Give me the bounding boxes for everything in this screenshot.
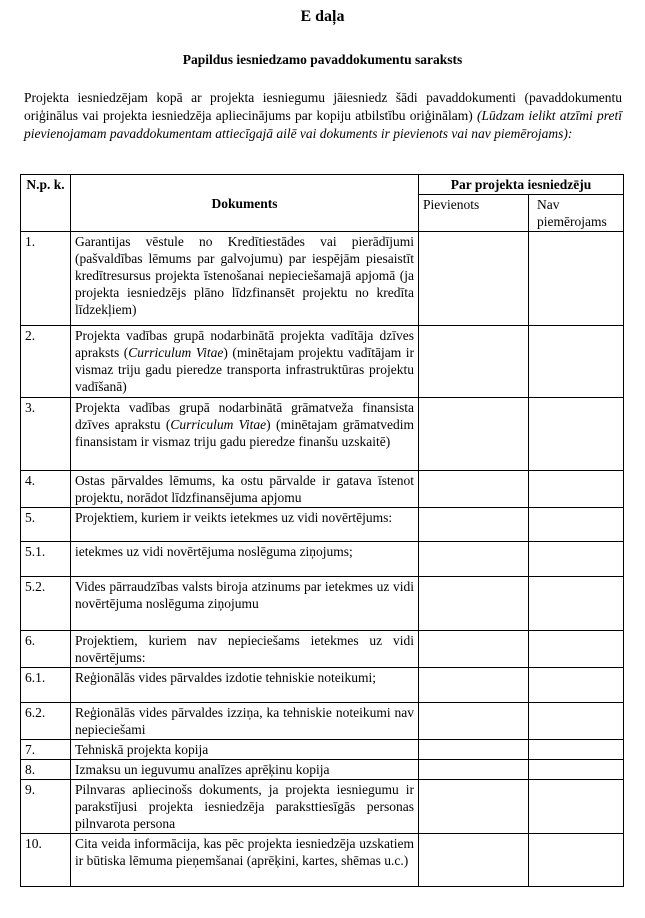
row-document-text: Tehniskā projekta kopija [71, 740, 419, 760]
not-applicable-checkbox-cell[interactable] [529, 232, 624, 326]
attached-checkbox-cell[interactable] [419, 577, 529, 631]
intro-paragraph [24, 89, 622, 143]
table-row [21, 703, 624, 740]
row-document-text: Reģionālās vides pārvaldes izdotie tehniskie noteikumi; [71, 668, 419, 703]
row-document-text: Projekta vadības grupā nodarbinātā grāmatveža finansista dzīves aprakstu (Curriculum Vitae) (minētajam grāmatvedim finansistam ir vismaz triju gadu pieredze finanšu uzskaitē) [71, 398, 419, 471]
attached-checkbox-cell[interactable] [419, 398, 529, 471]
section-subtitle: Papildus iesniedzamo pavaddokumentu saraksts [182, 52, 463, 67]
row-number: 10. [21, 834, 71, 887]
attached-checkbox-cell[interactable] [419, 834, 529, 887]
not-applicable-checkbox-cell[interactable] [529, 398, 624, 471]
attached-checkbox-cell[interactable] [419, 631, 529, 668]
attached-checkbox-cell[interactable] [419, 508, 529, 542]
row-document-text: Projektiem, kuriem ir veikts ietekmes uz vidi novērtējums: [71, 508, 419, 542]
not-applicable-checkbox-cell[interactable] [529, 834, 624, 887]
row-number: 5.2. [21, 577, 71, 631]
row-document-text: Ostas pārvaldes lēmums, ka ostu pārvalde ir gatava īstenot projektu, norādot līdzfinansējuma apjomu [71, 471, 419, 508]
not-applicable-checkbox-cell[interactable] [529, 471, 624, 508]
not-applicable-checkbox-cell[interactable] [529, 780, 624, 834]
table-row [21, 542, 624, 577]
attached-checkbox-cell[interactable] [419, 471, 529, 508]
row-document-text: Garantijas vēstule no Kredītiestādes vai pierādījumi (pašvaldības lēmums par galvojumu) par iespējām piesaistīt kredītresursus projekta īstenošanai nepieciešamajā apjomā (ja projekta iesniedzējs plāno līdzfinansēt projektu no kredīta līdzekļiem) [71, 232, 419, 326]
table-row [21, 740, 624, 760]
row-number: 6. [21, 631, 71, 668]
row-document-text: Cita veida informācija, kas pēc projekta iesniedzēja uzskatiem ir būtiska lēmuma pieņemšanai (aprēķini, kartes, shēmas u.c.) [71, 834, 419, 887]
table-row [21, 471, 624, 508]
table-row [21, 834, 624, 887]
row-document-text: Izmaksu un ieguvumu analīzes aprēķinu kopija [71, 760, 419, 780]
table-row [21, 668, 624, 703]
row-document-text: Vides pārraudzības valsts biroja atzinums par ietekmes uz vidi novērtējuma noslēguma ziņojumu [71, 577, 419, 631]
attached-checkbox-cell[interactable] [419, 760, 529, 780]
not-applicable-checkbox-cell[interactable] [529, 577, 624, 631]
table-body [21, 232, 624, 887]
intro-instruction: (Lūdzam ielikt atzīmi pretī pievienojamam pavaddokumentam attiecīgajā ailē vai dokuments ir pievienots vai nav piemērojams): [24, 108, 622, 141]
row-number: 8. [21, 760, 71, 780]
row-number: 5. [21, 508, 71, 542]
column-header-number: N.p. k. [21, 175, 71, 232]
table-row [21, 232, 624, 326]
attached-checkbox-cell[interactable] [419, 326, 529, 398]
table-row [21, 760, 624, 780]
attached-checkbox-cell[interactable] [419, 740, 529, 760]
attached-checkbox-cell[interactable] [419, 780, 529, 834]
not-applicable-checkbox-cell[interactable] [529, 326, 624, 398]
attached-checkbox-cell[interactable] [419, 542, 529, 577]
row-document-text: Projekta vadības grupā nodarbinātā projekta vadītāja dzīves apraksts (Curriculum Vitae) (minētajam projektu vadītājam ir vismaz triju gadu pieredze transporta infrastruktūras projektu vadīšanā) [71, 326, 419, 398]
column-header-document: Dokuments [71, 175, 419, 232]
not-applicable-checkbox-cell[interactable] [529, 508, 624, 542]
not-applicable-checkbox-cell[interactable] [529, 703, 624, 740]
row-number: 5.1. [21, 542, 71, 577]
table-row [21, 398, 624, 471]
row-number: 1. [21, 232, 71, 326]
row-number: 2. [21, 326, 71, 398]
not-applicable-checkbox-cell[interactable] [529, 631, 624, 668]
table-row [21, 780, 624, 834]
column-header-about-applicant: Par projekta iesniedzēju [419, 175, 624, 195]
not-applicable-checkbox-cell[interactable] [529, 542, 624, 577]
table-header-row [21, 175, 624, 195]
table-row [21, 631, 624, 668]
not-applicable-checkbox-cell[interactable] [529, 668, 624, 703]
row-number: 3. [21, 398, 71, 471]
not-applicable-checkbox-cell[interactable] [529, 760, 624, 780]
row-number: 6.1. [21, 668, 71, 703]
column-header-attached: Pievienots [419, 195, 529, 232]
row-document-text: Reģionālās vides pārvaldes izziņa, ka tehniskie noteikumi nav nepieciešami [71, 703, 419, 740]
column-header-not-applicable: Nav piemērojams [529, 195, 624, 232]
documents-table [20, 174, 624, 887]
attached-checkbox-cell[interactable] [419, 703, 529, 740]
not-applicable-checkbox-cell[interactable] [529, 740, 624, 760]
table-row [21, 326, 624, 398]
row-number: 6.2. [21, 703, 71, 740]
table-row [21, 577, 624, 631]
row-document-text: Projektiem, kuriem nav nepieciešams ietekmes uz vidi novērtējums: [71, 631, 419, 668]
row-number: 7. [21, 740, 71, 760]
row-document-text: Pilnvaras apliecinošs dokuments, ja projekta iesniegumu ir parakstījusi projekta iesniedzēja paraksttiesīgās personas pilnvarota persona [71, 780, 419, 834]
attached-checkbox-cell[interactable] [419, 668, 529, 703]
row-number: 4. [21, 471, 71, 508]
part-title: E daļa [300, 8, 345, 25]
intro-text: Projekta iesniedzējam kopā ar projekta iesniegumu jāiesniedz šādi pavaddokumenti (pavaddokumentu oriģinālus vai projekta iesniedzēja apliecinājums par kopiju atbilstību oriģinālam) [24, 90, 622, 123]
row-number: 9. [21, 780, 71, 834]
row-document-text: ietekmes uz vidi novērtējuma noslēguma ziņojums; [71, 542, 419, 577]
attached-checkbox-cell[interactable] [419, 232, 529, 326]
table-row [21, 508, 624, 542]
